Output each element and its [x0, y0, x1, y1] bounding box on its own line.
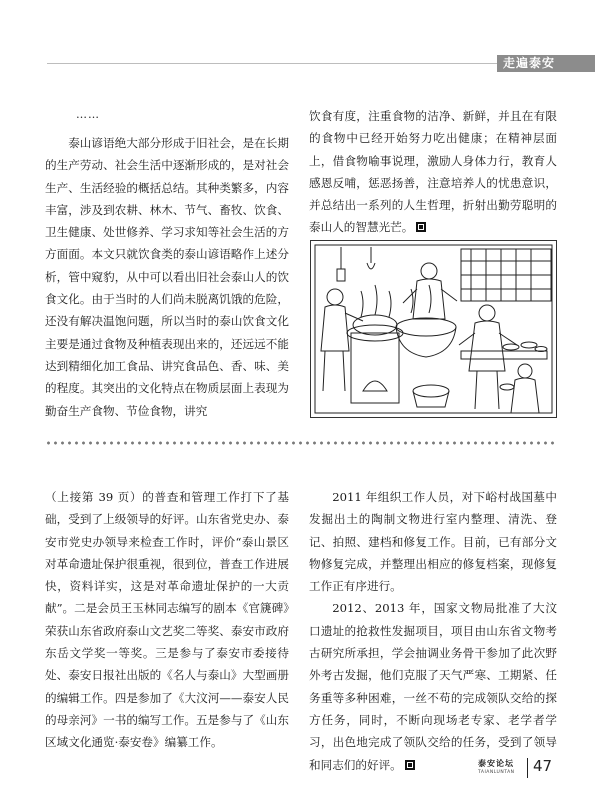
- page-footer: [478, 756, 558, 786]
- cooking-scene-illustration: [310, 240, 557, 418]
- top-right-column: [309, 105, 557, 239]
- footer-separator: [527, 758, 528, 778]
- header-rule: [47, 63, 498, 64]
- magazine-pinyin: TAIANLUNTAN: [478, 770, 515, 775]
- illustration-drawing: [311, 241, 556, 417]
- paragraph: （上接第 39 页）的普查和管理工作打下了基础，受到了上级领导的好评。山东省党史办、泰安市党史办领导来检查工作时，评价“泰山景区对革命遗址保护很重视，很到位，普查工作进展快，资料详实，这是对革命遗址保护的一大贡献”。二是会员王玉林同志编写的剧本《官篪碑》荣获山东省政府泰山文艺奖二等奖、泰安市政府东岳文学奖一等奖。三是参与了泰安市委接待处、泰安日报社出版的《名人与泰山》大型画册的编辑工作。四是参加了《大汶河——泰安人民的母亲河》一书的编写工作。五是参与了《山东区域文化通览·泰安卷》编纂工作。: [45, 490, 289, 750]
- magazine-name: 泰安论坛: [478, 759, 514, 768]
- top-left-column: [45, 132, 289, 422]
- ellipsis: ……: [76, 108, 100, 121]
- end-mark-icon: [416, 222, 426, 232]
- page-number: 47: [533, 757, 553, 775]
- paragraph: [309, 105, 557, 239]
- section-divider: [45, 440, 555, 446]
- end-mark-icon: [405, 760, 415, 770]
- paragraph: 2011 年组织工作人员，对下峪村战国墓中发掘出土的陶制文物进行室内整理、清洗、登记、拍照、建档和修复工作。目前，已有部分文物修复完成，并整理出相应的修复档案，现修复工作正有序进行。: [309, 490, 557, 594]
- paragraph-text: 饮食有度，注重食物的洁净、新鲜，并且在有限的食物中已经开始努力吃出健康；在精神层面上，借食物喻事说理，激励人身体力行，教育人感恩反哺，惩恶扬善，注意培养人的忧患意识，并总结出一系列的人生哲理，折射出勤劳聪明的泰山人的智慧光芒。: [309, 109, 557, 235]
- paragraph-text: 2012、2013 年，国家文物局批准了大汶口遗址的抢救性发掘项目，项目由山东省文物考古研究所承担，学会抽调业务骨干参加了此次野外考古发掘，他们克服了天气严寒、工期紧、任务重等多种困难，一丝不苟的完成领队交给的探方任务，同时，不断向现场老专家、老学者学习，出色地完成了领队交给的任务，受到了领导和同志们的好评。: [309, 601, 557, 772]
- paragraph: 泰山谚语绝大部分形成于旧社会，是在长期的生产劳动、社会生活中逐渐形成的，是对社会生产、生活经验的概括总结。其种类繁多，内容丰富，涉及到农耕、林木、节气、畜牧、饮食、卫生健康、处世修养、学习求知等社会生活的方方面面。本文只就饮食类的泰山谚语略作上述分析，管中窥豹，从中可以看出旧社会泰山人的饮食文化。由于当时的人们尚未脱离饥饿的危险，还没有解决温饱问题，所以当时的泰山饮食文化主要是通过食物及种植表现出来的，还远远不能达到精细化加工食品、讲究食品色、香、味、美的程度。其突出的文化特点在物质层面上表现为勤奋生产食物、节俭食物，讲究: [45, 136, 289, 418]
- bottom-right-column: [309, 486, 557, 776]
- section-tag: 走遍泰安: [497, 55, 595, 72]
- bottom-left-column: [45, 486, 289, 754]
- paragraph: [309, 597, 557, 775]
